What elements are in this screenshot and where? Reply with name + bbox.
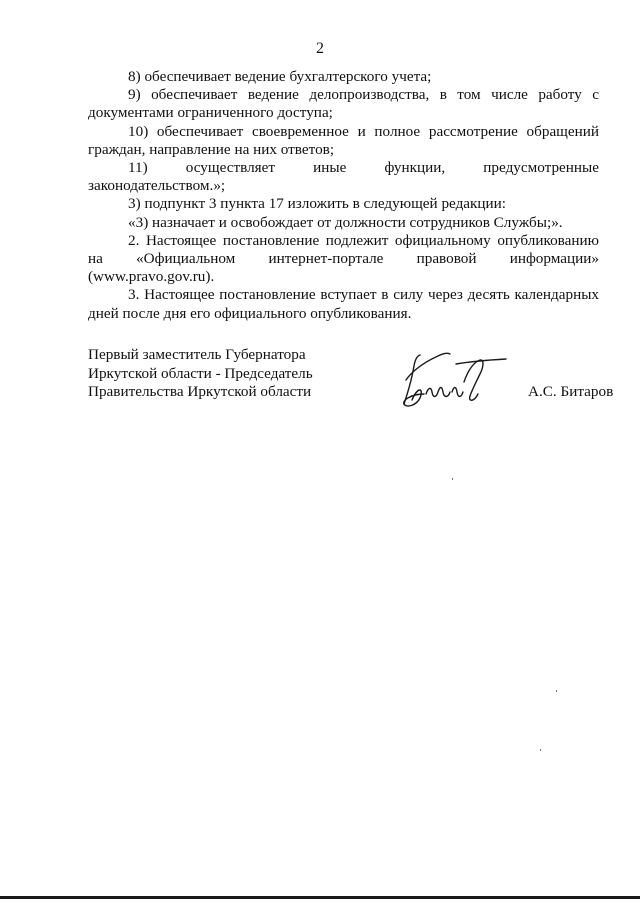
paragraph-amendment-text: «3) назначает и освобождает от должности сотрудников Службы;». [128, 213, 563, 231]
paragraph-amendment-intro: 3) подпункт 3 пункта 17 изложить в следующей редакции: [128, 195, 507, 213]
signatory-position [88, 346, 328, 402]
signatory-position-line: Правительства Иркутской области [88, 383, 312, 401]
document-body [88, 68, 599, 323]
paragraph-item-9: 9) обеспечивает ведение делопроизводства, в том числе работу с документами ограниченного доступа; [88, 86, 599, 122]
paragraph-publication-clause: 2. Настоящее постановление подлежит официальному опубликованию на «Официальном интернет-портале правовой информации» (www.pravo.gov.ru). [88, 231, 599, 286]
scan-speck [556, 690, 557, 692]
scan-speck [540, 749, 541, 751]
scan-speck [452, 478, 453, 480]
signatory-position-line: Первый заместитель Губернатора [88, 346, 306, 363]
signatory-position-line: Иркутской области - Председатель [88, 364, 313, 382]
signer-name: А.С. Битаров [528, 383, 614, 400]
page-number: 2 [316, 40, 324, 57]
page-bottom-edge [0, 896, 640, 899]
paragraph-item-11: 11) осуществляет иные функции, предусмотренные законодательством.»; [88, 159, 599, 195]
paragraph-item-10: 10) обеспечивает своевременное и полное рассмотрение обращений граждан, направление на них ответов; [88, 122, 599, 158]
paragraph-effective-clause: 3. Настоящее постановление вступает в силу через десять календарных дней после дня его официального опубликования. [88, 286, 599, 322]
paragraph-item-8: 8) обеспечивает ведение бухгалтерского учета; [128, 68, 432, 85]
handwritten-signature [398, 350, 510, 412]
